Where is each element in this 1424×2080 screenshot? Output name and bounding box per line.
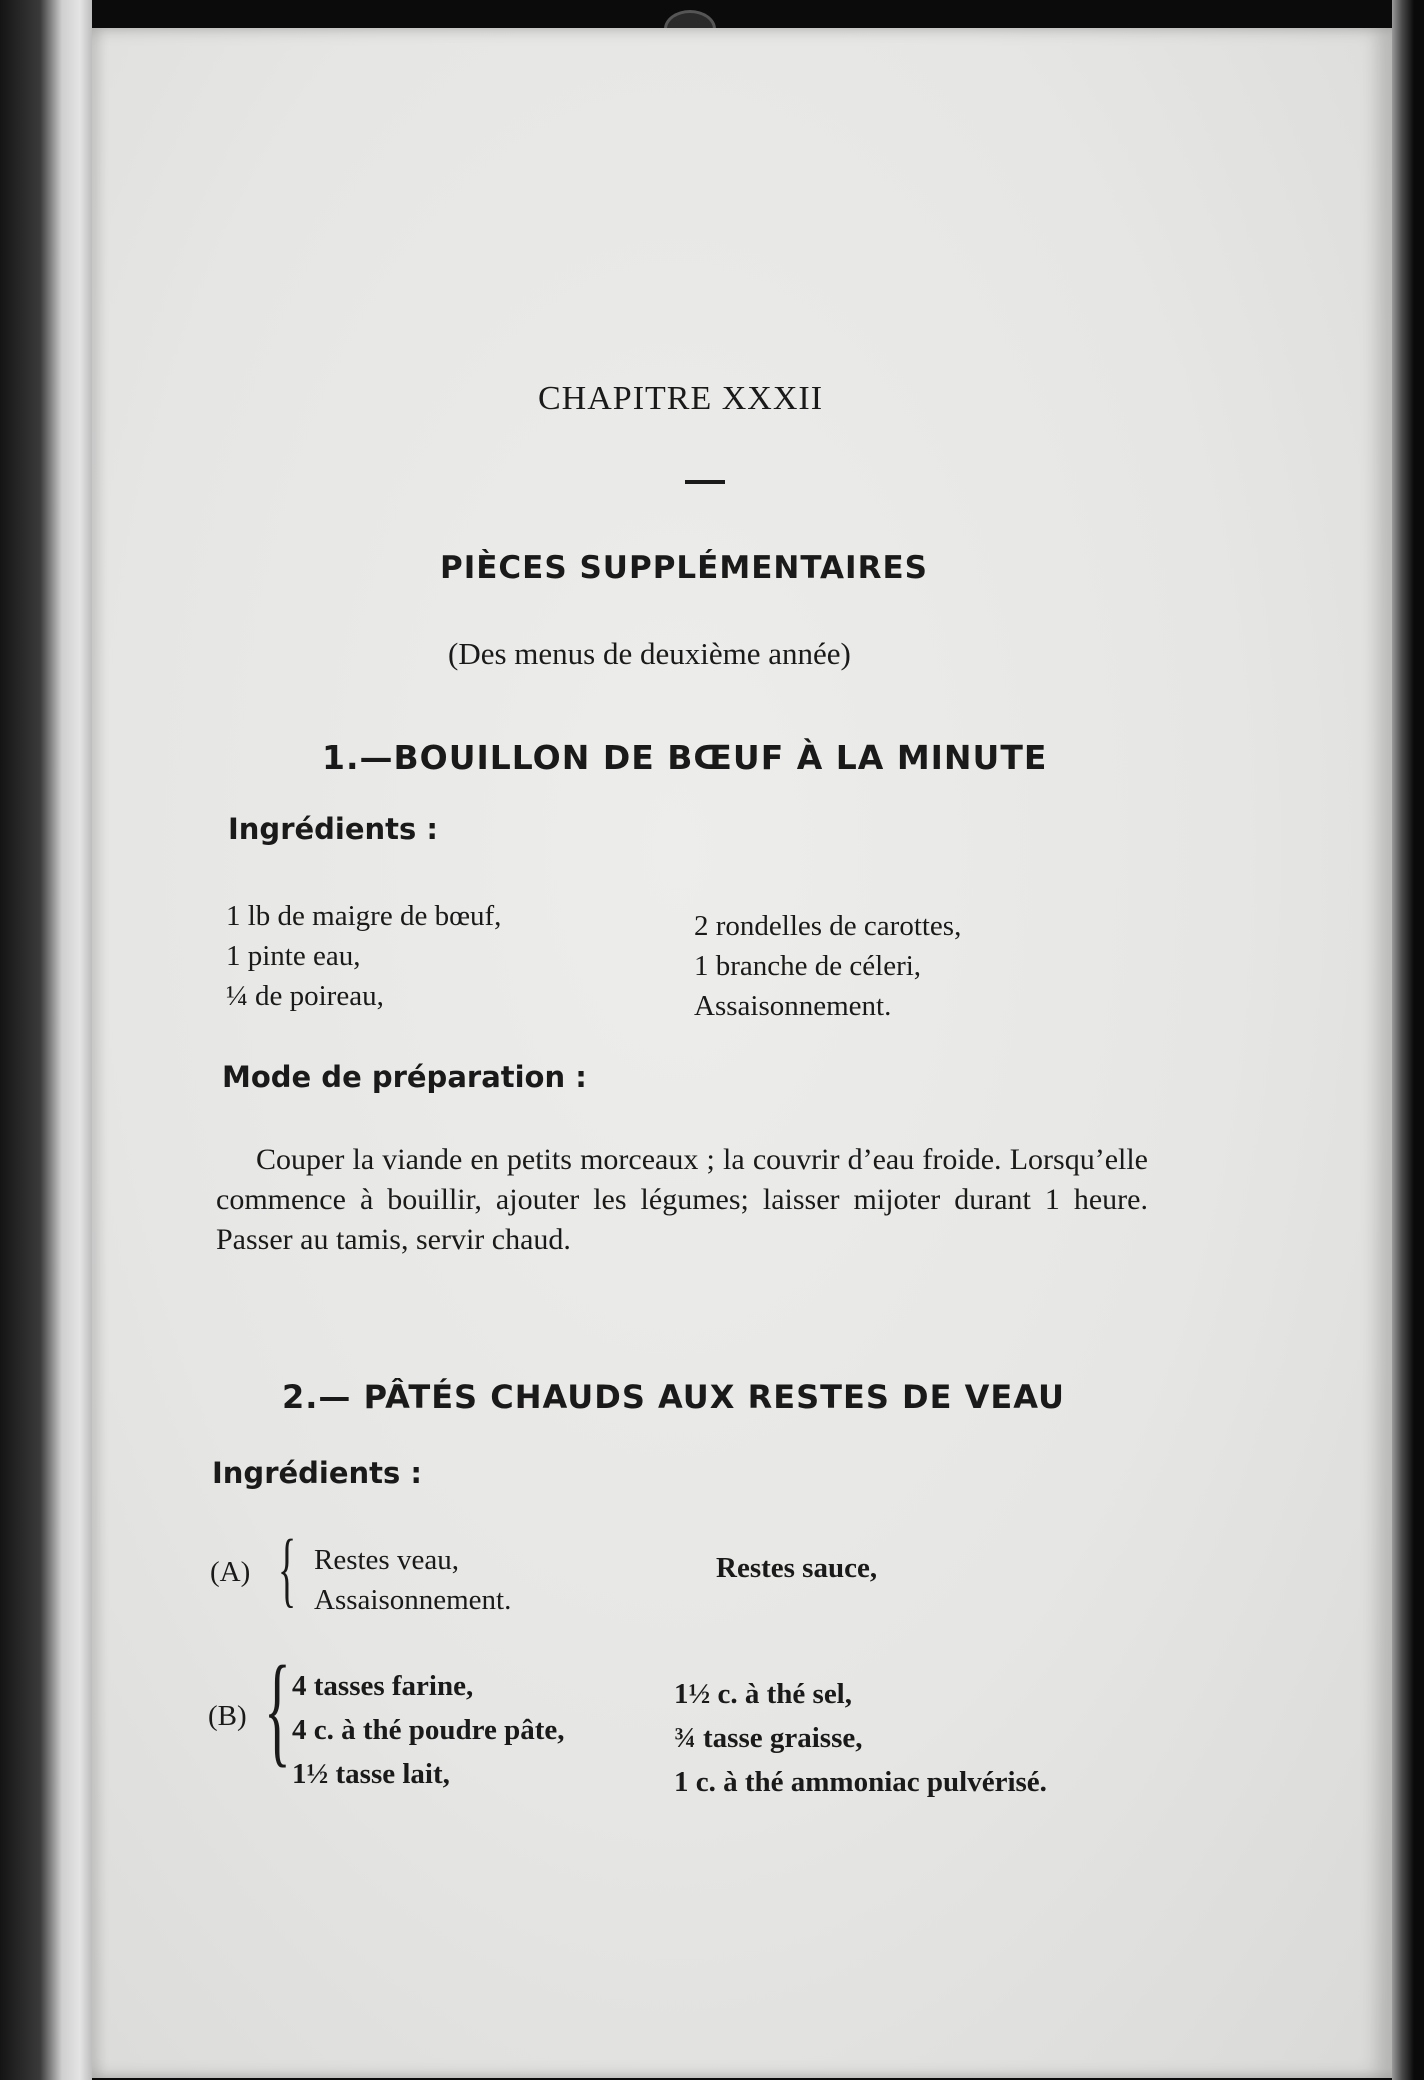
group-a-left-list xyxy=(314,1540,511,1620)
ingredient-item: 1 pinte eau, xyxy=(226,940,361,972)
chapter-heading: CHAPITRE XXXII xyxy=(538,380,824,417)
heading-separator xyxy=(685,480,725,484)
ingredient-item: 4 tasses farine, xyxy=(292,1670,474,1702)
group-b-brace: { xyxy=(264,1641,291,1778)
ingredient-item: ¾ tasse graisse, xyxy=(674,1722,863,1754)
method-paragraph: Couper la viande en petits morceaux ; la couvrir d’eau froide. Lorsqu’elle commence à bouillir, ajouter les légumes; laisser mijoter durant 1 heure. Passer au tamis, servir chaud. xyxy=(216,1143,1148,1256)
section-subtitle: (Des menus de deuxième année) xyxy=(448,636,851,671)
recipe-1-ingredients-right xyxy=(694,906,961,1026)
recipe-2-title: 2.— PÂTÉS CHAUDS AUX RESTES DE VEAU xyxy=(282,1378,1065,1416)
ingredient-item: ¼ de poireau, xyxy=(226,980,384,1012)
section-title: PIÈCES SUPPLÉMENTAIRES xyxy=(440,550,928,586)
ingredient-item: Assaisonnement. xyxy=(314,1584,512,1616)
recipe-1-title: 1.—BOUILLON DE BŒUF À LA MINUTE xyxy=(322,738,1048,777)
ingredient-item: 1 branche de céleri, xyxy=(694,950,922,982)
ingredient-item: 1½ c. à thé sel, xyxy=(674,1678,852,1710)
group-a-brace: { xyxy=(278,1523,297,1616)
group-a-label: (A) xyxy=(210,1556,251,1588)
book-fore-edge xyxy=(1392,0,1424,2080)
ingredient-item: 2 rondelles de carottes, xyxy=(694,910,962,942)
recipe-1-ingredients-left xyxy=(226,896,501,1016)
recipe-1-method-label: Mode de préparation : xyxy=(222,1060,587,1094)
ingredient-item: 1½ tasse lait, xyxy=(292,1758,450,1790)
ingredient-item: Restes veau, xyxy=(314,1544,459,1576)
recipe-2-ingredients-label: Ingrédients : xyxy=(212,1456,422,1490)
ingredient-item: 1 c. à thé ammoniac pulvérisé. xyxy=(674,1766,1047,1798)
ingredient-item: Restes sauce, xyxy=(716,1552,878,1584)
group-b-label: (B) xyxy=(208,1700,247,1732)
adjacent-page-edge xyxy=(0,0,92,2080)
recipe-1-ingredients-label: Ingrédients : xyxy=(228,812,438,846)
group-b-right-list xyxy=(674,1672,1047,1804)
ingredient-item: Assaisonnement. xyxy=(694,990,892,1022)
group-b-left-list xyxy=(292,1664,565,1796)
ingredient-item: 1 lb de maigre de bœuf, xyxy=(226,900,502,932)
recipe-1-method-text xyxy=(216,1140,1148,1260)
group-a-right-list xyxy=(716,1552,877,1585)
ingredient-item: 4 c. à thé poudre pâte, xyxy=(292,1714,565,1746)
